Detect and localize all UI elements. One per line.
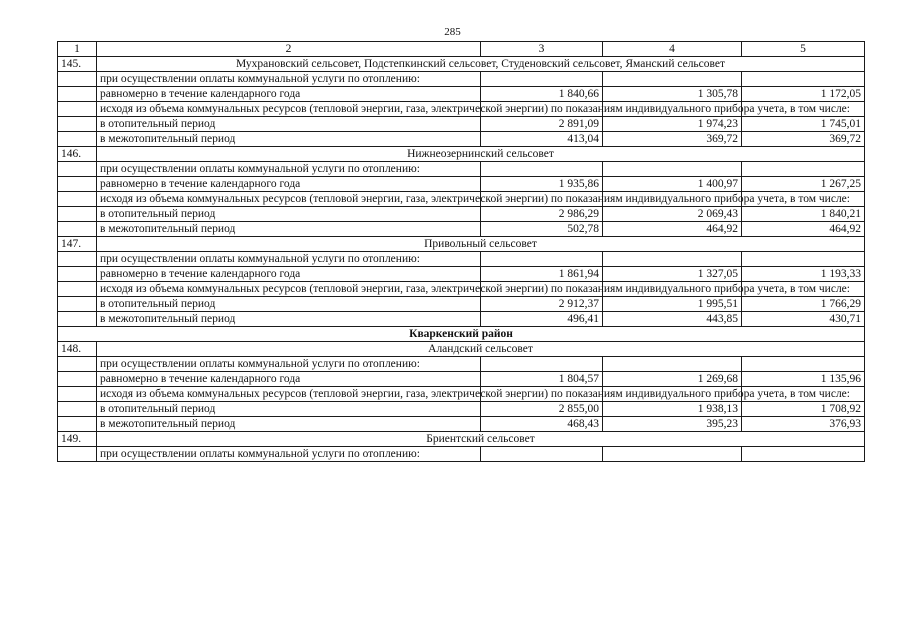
- value-col5: 1 135,96: [742, 372, 865, 387]
- value-col4: 1 938,13: [603, 402, 742, 417]
- table-row: [58, 417, 865, 432]
- value-col5: [742, 357, 865, 372]
- value-col4: 1 305,78: [603, 87, 742, 102]
- tariff-table-body: [58, 42, 865, 462]
- district-row: [58, 327, 865, 342]
- table-row: [58, 282, 865, 297]
- value-col5: 1 193,33: [742, 267, 865, 282]
- row-label: исходя из объема коммунальных ресурсов (тепловой энергии, газа, электрической энергии) по показаниям индивидуального прибора учета, в том числе:: [97, 387, 481, 402]
- row-number-cell: [58, 252, 97, 267]
- value-col4: 395,23: [603, 417, 742, 432]
- row-number-cell: [58, 117, 97, 132]
- row-number-cell: [58, 402, 97, 417]
- value-col3: [481, 72, 603, 87]
- entry-title: Привольный сельсовет: [97, 237, 865, 252]
- entry-title: Бриентский сельсовет: [97, 432, 865, 447]
- value-col4: 464,92: [603, 222, 742, 237]
- value-col4: [603, 162, 742, 177]
- value-col3: 2 986,29: [481, 207, 603, 222]
- value-col3: [481, 447, 603, 462]
- value-col3: [481, 357, 603, 372]
- value-col4: 1 269,68: [603, 372, 742, 387]
- row-label: исходя из объема коммунальных ресурсов (тепловой энергии, газа, электрической энергии) по показаниям индивидуального прибора учета, в том числе:: [97, 102, 481, 117]
- page-number: 285: [444, 26, 461, 38]
- row-label: равномерно в течение календарного года: [97, 267, 481, 282]
- table-row: [58, 252, 865, 267]
- value-col5: 1 172,05: [742, 87, 865, 102]
- value-col3: 413,04: [481, 132, 603, 147]
- table-row: [58, 72, 865, 87]
- row-number-cell: [58, 132, 97, 147]
- entry-title-row: [58, 432, 865, 447]
- row-number-cell: [58, 267, 97, 282]
- row-label: в межотопительный период: [97, 222, 481, 237]
- value-col4: 369,72: [603, 132, 742, 147]
- entry-number: 147.: [58, 237, 97, 252]
- row-label: в отопительный период: [97, 297, 481, 312]
- value-col4: [603, 252, 742, 267]
- entry-title-row: [58, 237, 865, 252]
- value-col5: 376,93: [742, 417, 865, 432]
- value-col4: [603, 72, 742, 87]
- entry-number: 146.: [58, 147, 97, 162]
- row-number-cell: [58, 177, 97, 192]
- value-col5: [742, 72, 865, 87]
- table-row: [58, 177, 865, 192]
- value-col5: 1 766,29: [742, 297, 865, 312]
- value-col4: 2 069,43: [603, 207, 742, 222]
- value-col3: 1 935,86: [481, 177, 603, 192]
- row-label: при осуществлении оплаты коммунальной услуги по отоплению:: [97, 72, 481, 87]
- value-col5: 1 267,25: [742, 177, 865, 192]
- row-label: в отопительный период: [97, 207, 481, 222]
- value-col4: 1 400,97: [603, 177, 742, 192]
- value-col4: 1 995,51: [603, 297, 742, 312]
- entry-number: 149.: [58, 432, 97, 447]
- table-row: [58, 357, 865, 372]
- table-row: [58, 192, 865, 207]
- table-row: [58, 372, 865, 387]
- row-number-cell: [58, 312, 97, 327]
- row-number-cell: [58, 162, 97, 177]
- value-col5: 464,92: [742, 222, 865, 237]
- value-col5: [742, 447, 865, 462]
- row-number-cell: [58, 297, 97, 312]
- table-row: [58, 207, 865, 222]
- row-number-cell: [58, 372, 97, 387]
- value-col5: 430,71: [742, 312, 865, 327]
- row-number-cell: [58, 192, 97, 207]
- value-col4: [603, 447, 742, 462]
- value-col3: 496,41: [481, 312, 603, 327]
- table-row: [58, 132, 865, 147]
- district-title: Кваркенский район: [58, 327, 865, 342]
- row-label: в межотопительный период: [97, 132, 481, 147]
- table-row: [58, 87, 865, 102]
- row-label: равномерно в течение календарного года: [97, 87, 481, 102]
- row-label: в межотопительный период: [97, 417, 481, 432]
- tariff-table: [57, 41, 865, 462]
- table-row: [58, 402, 865, 417]
- row-label: в отопительный период: [97, 117, 481, 132]
- value-col3: 468,43: [481, 417, 603, 432]
- value-col3: 1 861,94: [481, 267, 603, 282]
- table-row: [58, 117, 865, 132]
- value-col3: [481, 162, 603, 177]
- value-col4: 1 327,05: [603, 267, 742, 282]
- value-col5: 1 708,92: [742, 402, 865, 417]
- row-number-cell: [58, 387, 97, 402]
- value-col4: [603, 357, 742, 372]
- table-row: [58, 297, 865, 312]
- row-label: исходя из объема коммунальных ресурсов (тепловой энергии, газа, электрической энергии) по показаниям индивидуального прибора учета, в том числе:: [97, 282, 481, 297]
- row-label: равномерно в течение календарного года: [97, 372, 481, 387]
- column-number: 4: [603, 42, 742, 57]
- value-col3: 502,78: [481, 222, 603, 237]
- value-col3: 1 840,66: [481, 87, 603, 102]
- value-col3: 2 855,00: [481, 402, 603, 417]
- row-label: при осуществлении оплаты коммунальной услуги по отоплению:: [97, 447, 481, 462]
- entry-title: Нижнеозернинский сельсовет: [97, 147, 865, 162]
- value-col5: 1 745,01: [742, 117, 865, 132]
- table-row: [58, 267, 865, 282]
- row-number-cell: [58, 447, 97, 462]
- table-row: [58, 162, 865, 177]
- row-number-cell: [58, 417, 97, 432]
- row-label: при осуществлении оплаты коммунальной услуги по отоплению:: [97, 252, 481, 267]
- entry-title-row: [58, 342, 865, 357]
- value-col3: 2 891,09: [481, 117, 603, 132]
- entry-title-row: [58, 147, 865, 162]
- table-row: [58, 312, 865, 327]
- row-label: в межотопительный период: [97, 312, 481, 327]
- entry-title: Мухрановский сельсовет, Подстепкинский сельсовет, Студеновский сельсовет, Яманский сельсовет: [97, 57, 865, 72]
- value-col3: 1 804,57: [481, 372, 603, 387]
- table-row: [58, 222, 865, 237]
- row-label: при осуществлении оплаты коммунальной услуги по отоплению:: [97, 162, 481, 177]
- table-row: [58, 447, 865, 462]
- table-row: [58, 387, 865, 402]
- entry-title: Аландский сельсовет: [97, 342, 865, 357]
- row-number-cell: [58, 222, 97, 237]
- row-number-cell: [58, 207, 97, 222]
- value-col5: 369,72: [742, 132, 865, 147]
- row-number-cell: [58, 72, 97, 87]
- row-label: равномерно в течение календарного года: [97, 177, 481, 192]
- table-row: [58, 102, 865, 117]
- column-number: 3: [481, 42, 603, 57]
- column-number: 2: [97, 42, 481, 57]
- value-col3: [481, 252, 603, 267]
- entry-title-row: [58, 57, 865, 72]
- row-label: при осуществлении оплаты коммунальной услуги по отоплению:: [97, 357, 481, 372]
- row-number-cell: [58, 102, 97, 117]
- value-col5: [742, 162, 865, 177]
- row-number-cell: [58, 357, 97, 372]
- column-number-row: [58, 42, 865, 57]
- column-number: 5: [742, 42, 865, 57]
- row-number-cell: [58, 87, 97, 102]
- value-col4: 1 974,23: [603, 117, 742, 132]
- row-number-cell: [58, 282, 97, 297]
- entry-number: 145.: [58, 57, 97, 72]
- row-label: исходя из объема коммунальных ресурсов (тепловой энергии, газа, электрической энергии) по показаниям индивидуального прибора учета, в том числе:: [97, 192, 481, 207]
- column-number: 1: [58, 42, 97, 57]
- value-col5: [742, 252, 865, 267]
- value-col5: 1 840,21: [742, 207, 865, 222]
- value-col4: 443,85: [603, 312, 742, 327]
- row-label: в отопительный период: [97, 402, 481, 417]
- value-col3: 2 912,37: [481, 297, 603, 312]
- entry-number: 148.: [58, 342, 97, 357]
